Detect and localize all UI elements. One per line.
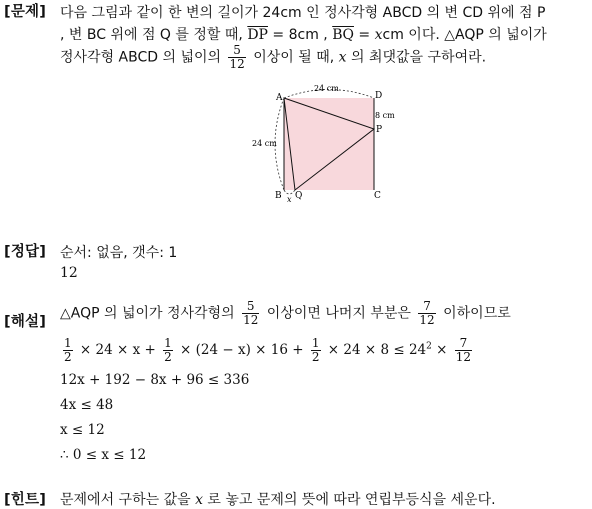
label-p: P <box>376 125 383 135</box>
solution-label: [해설] <box>4 314 47 330</box>
label-dp-length: 8 cm <box>375 111 395 120</box>
problem-line-3: 정사각형 ABCD 의 넓이의 $\frac{5}{12}$ 이상이 될 때, x 의 최댓값을 구하여라. <box>60 43 487 71</box>
label-q: Q <box>295 191 303 201</box>
solution-eq-1: $\frac{1}{2}$ × 24 × x + $\frac{1}{2}$ × (24 − x) × 16 + $\frac{1}{2}$ × $24 \times 8 \le 24^2$ × $\frac{7}{12}$ <box>64 336 472 364</box>
answer-meta: 순서: 없음, 갯수: 1 <box>60 245 178 261</box>
label-a: A <box>276 93 283 103</box>
hint-label: [힌트] <box>4 492 47 508</box>
square-abcd <box>284 98 374 190</box>
hint-text: 문제에서 구하는 값을 x 로 놓고 문제의 뜻에 따라 연립부등식을 세운다. <box>60 492 496 508</box>
label-b: B <box>275 191 282 201</box>
problem-label: [문제] <box>4 4 47 20</box>
solution-eq-2: 12x + 192 − 8x + 96 ≤ 336 <box>60 372 250 388</box>
answer-label: [정답] <box>4 244 47 260</box>
solution-eq-3: 4x ≤ 48 <box>60 397 114 413</box>
solution-eq-4: x ≤ 12 <box>60 422 105 438</box>
label-top-length: 24 cm <box>314 84 339 93</box>
square-figure <box>248 83 408 208</box>
fraction-5-12: $\frac{5}{12}$ <box>229 43 245 71</box>
solution-intro: △AQP 의 넓이가 정사각형의 $\frac{5}{12}$ 이상이면 나머지 부분은 $\frac{7}{12}$ 이하이므로 <box>60 299 511 327</box>
label-c: C <box>374 191 381 201</box>
problem-line-2: , 변 BC 위에 점 Q 를 정할 때, $\overline{DP} = 8cm$ , $\overline{BQ}$ = xcm 이다. △AQP 의 넓이가 <box>60 27 547 43</box>
label-left-length: 24 cm <box>252 139 277 148</box>
answer-value: 12 <box>60 265 78 281</box>
label-x: x <box>287 195 292 204</box>
problem-line-1: 다음 그림과 같이 한 변의 길이가 24cm 인 정사각형 ABCD 의 변 CD 위에 점 P <box>60 5 546 21</box>
solution-eq-5: ∴ 0 ≤ x ≤ 12 <box>60 447 147 463</box>
label-d: D <box>375 91 383 101</box>
